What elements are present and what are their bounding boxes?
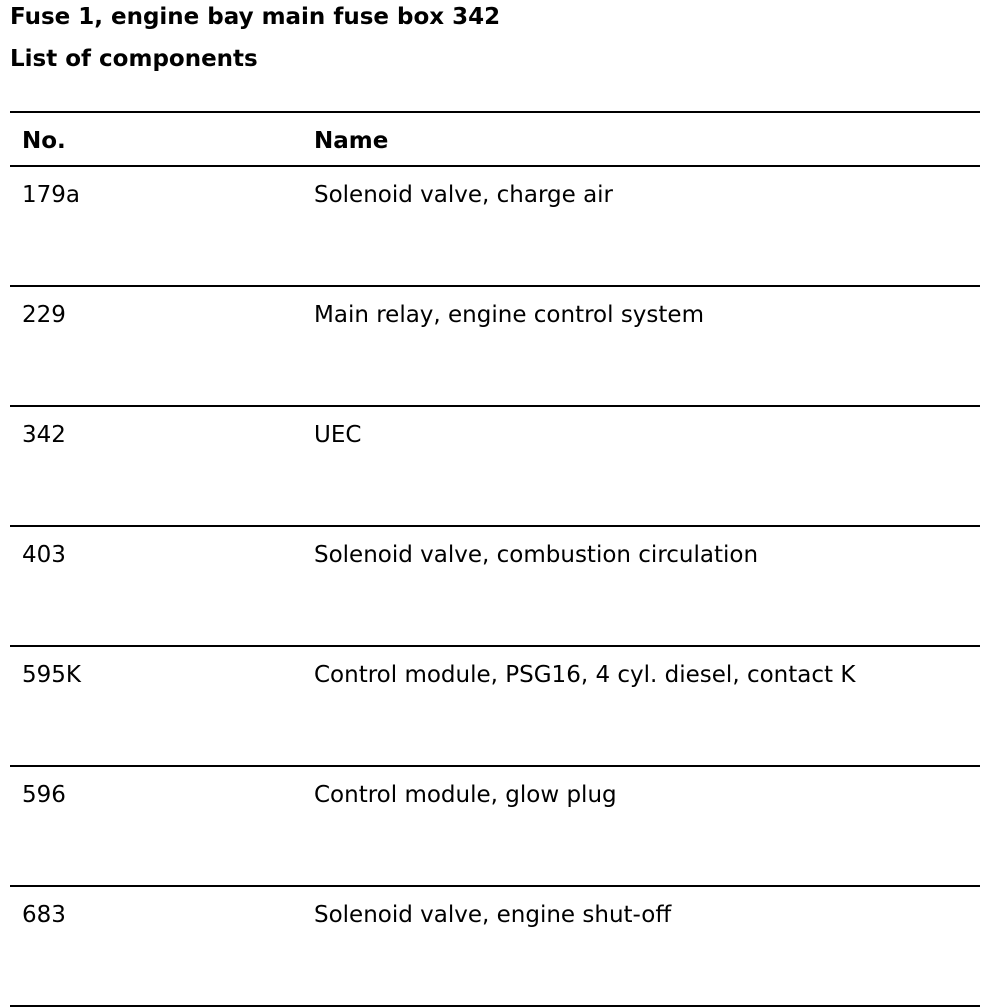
component-name: Main relay, engine control system <box>314 302 704 328</box>
component-number: 342 <box>22 422 66 448</box>
table-row <box>10 767 980 885</box>
component-number: 683 <box>22 902 66 928</box>
column-header-no: No. <box>22 128 66 154</box>
component-number: 229 <box>22 302 66 328</box>
page-title: Fuse 1, engine bay main fuse box 342 <box>10 4 501 30</box>
component-name: Solenoid valve, combustion circulation <box>314 542 759 568</box>
component-number: 595K <box>22 662 81 688</box>
components-table <box>10 111 980 1007</box>
component-name: Control module, glow plug <box>314 782 617 808</box>
table-header-row <box>10 113 980 165</box>
component-name: Control module, PSG16, 4 cyl. diesel, contact K <box>314 662 856 688</box>
component-name: UEC <box>314 422 362 448</box>
table-row <box>10 647 980 765</box>
component-name: Solenoid valve, engine shut-off <box>314 902 672 928</box>
component-number: 403 <box>22 542 66 568</box>
table-row <box>10 887 980 1005</box>
table-row <box>10 407 980 525</box>
component-number: 596 <box>22 782 66 808</box>
table-row <box>10 167 980 285</box>
table-row <box>10 287 980 405</box>
component-name: Solenoid valve, charge air <box>314 182 614 208</box>
table-row <box>10 527 980 645</box>
component-number: 179a <box>22 182 80 208</box>
column-header-name: Name <box>314 128 389 154</box>
section-heading: List of components <box>10 46 258 72</box>
